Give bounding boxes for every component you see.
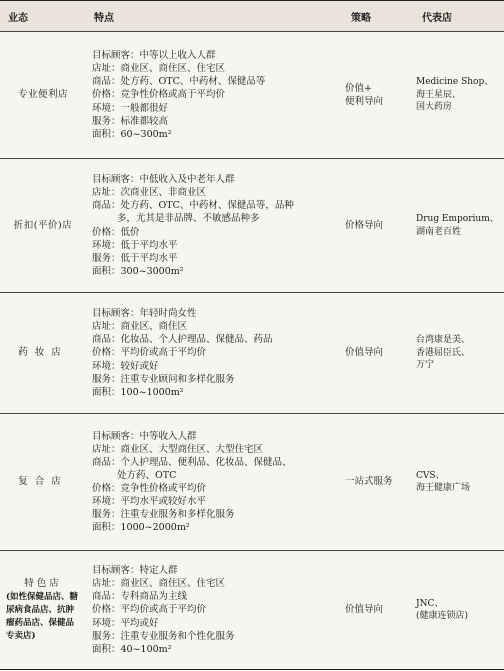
strategy-cell [343, 293, 414, 414]
header-type: 业态 [0, 1, 86, 32]
representative-line: Drug Emporium、 [416, 214, 499, 224]
representative-cell [414, 551, 504, 670]
representative-line: Medicine Shop、 [416, 77, 494, 88]
feature-line: 价格：平均价或高于平均价 [92, 604, 207, 616]
strategy-cell [343, 159, 414, 293]
strategy-line: 便利导向 [345, 96, 384, 107]
store-type-note: (如性保健品店、糖尿病食品店、抗肿瘤药品店、保健品专卖店) [6, 591, 79, 641]
store-type-cell [0, 414, 86, 551]
representative-cell [414, 414, 504, 551]
feature-line: 面积：60~300m² [92, 128, 172, 140]
representative-line: 湖南老百姓 [416, 226, 462, 237]
table-row [0, 414, 504, 551]
representative-line: JNC、 [416, 598, 444, 609]
features-cell [86, 32, 343, 159]
feature-line: 服务：注重专业服务和个性化服务 [92, 630, 235, 642]
store-type-label: 特色店 [24, 578, 62, 590]
feature-line: 店址：商业区、商住区、住宅区 [92, 63, 226, 75]
feature-line: 环境：低于平均水平 [92, 239, 178, 251]
feature-line: 环境：较好或好 [92, 360, 159, 372]
representative-cell [414, 32, 504, 159]
feature-line: 价格：低价 [92, 226, 140, 238]
feature-line: 店址：商业区、大型商住区、大型住宅区 [92, 443, 264, 455]
feature-line: 价格：竞争性价格或高于平均价 [92, 89, 226, 101]
feature-line: 商品：处方药、OTC、中药材、保健品等，品种 [92, 200, 294, 212]
feature-line: 服务：标准都较高 [92, 115, 169, 127]
store-type-cell [0, 159, 86, 293]
strategy-cell [343, 414, 414, 551]
header-representative: 代表店 [414, 1, 504, 32]
store-type-cell [0, 32, 86, 159]
representative-line: (健康连锁店) [416, 611, 469, 621]
feature-line: 环境：平均或好 [92, 617, 159, 629]
representative-line: 国大药房 [416, 102, 453, 113]
strategy-cell [343, 32, 414, 159]
strategy-line: 价格导向 [345, 219, 384, 231]
header-features: 特点 [86, 1, 343, 32]
store-type-cell [0, 551, 86, 670]
feature-line: 服务：低于平均水平 [92, 252, 178, 264]
representative-line: 海王健康广场 [416, 483, 471, 493]
feature-line: 目标顾客：特定人群 [92, 565, 178, 577]
representative-cell [414, 293, 504, 414]
feature-line: 价格：平均价或高于平均价 [92, 347, 207, 359]
strategy-line: 一站式服务 [345, 476, 393, 488]
header-strategy: 策略 [343, 1, 414, 32]
table-row [0, 159, 504, 293]
feature-line: 目标顾客：中等以上收入人群 [92, 50, 216, 62]
feature-line: 目标顾客：中等收入人群 [92, 430, 197, 442]
features-cell [86, 414, 343, 551]
store-type-label: 专业便利店 [17, 89, 68, 101]
feature-line: 多，尤其是非品牌、不敏感品种多 [117, 213, 260, 225]
strategy-line: 价值导向 [345, 347, 384, 359]
feature-line: 店址：次商业区、非商业区 [92, 187, 207, 199]
feature-line: 商品：化妆品、个人护理品、保健品、药品 [92, 334, 273, 346]
feature-line: 面积：40~100m² [92, 643, 172, 655]
feature-line: 面积：100~1000m² [92, 386, 184, 398]
strategy-line: 价值+ [345, 82, 372, 94]
table-row [0, 32, 504, 159]
representative-cell [414, 159, 504, 293]
store-type-label: 折扣(平价)店 [13, 219, 73, 231]
representative-line: 台湾康是美、 [416, 335, 471, 346]
header-row [0, 1, 504, 32]
representative-line: 万宁 [416, 360, 435, 371]
table-row [0, 551, 504, 670]
table-row [0, 293, 504, 414]
feature-line: 商品：处方药、OTC、中药材、保健品等 [92, 76, 266, 88]
feature-line: 目标顾客：中低收入及中老年人群 [92, 174, 235, 186]
features-cell [86, 293, 343, 414]
features-cell [86, 551, 343, 670]
store-type-label: 复合店 [18, 476, 68, 488]
feature-line: 价格：竞争性价格或平均价 [92, 483, 207, 494]
feature-line: 服务：注重专业服务和多样化服务 [92, 509, 235, 521]
feature-line: 商品：专科商品为主线 [92, 591, 188, 603]
feature-line: 商品：个人护理品、便利品、化妆品、保健品、 [92, 456, 292, 468]
feature-line: 店址：商业区、商住区 [92, 321, 188, 333]
strategy-cell [343, 551, 414, 670]
feature-line: 环境：平均水平或较好水平 [92, 496, 207, 508]
feature-line: 环境：一般都很好 [92, 102, 169, 114]
representative-line: 香港屈臣氏、 [416, 347, 471, 358]
feature-line: 处方药、OTC [117, 469, 177, 481]
store-type-cell [0, 293, 86, 414]
feature-line: 服务：注重专业顾问和多样化服务 [92, 373, 235, 385]
strategy-line: 价值导向 [345, 604, 384, 616]
store-type-label: 药妆店 [18, 347, 68, 359]
feature-line: 面积：300~3000m² [92, 265, 184, 277]
feature-line: 目标顾客：年轻时尚女性 [92, 308, 197, 320]
representative-line: 海王星辰、 [416, 89, 462, 100]
feature-line: 面积：1000~2000m² [92, 522, 190, 534]
features-cell [86, 159, 343, 293]
representative-line: CVS、 [416, 470, 445, 481]
feature-line: 店址：商业区、商住区、住宅区 [92, 578, 226, 590]
